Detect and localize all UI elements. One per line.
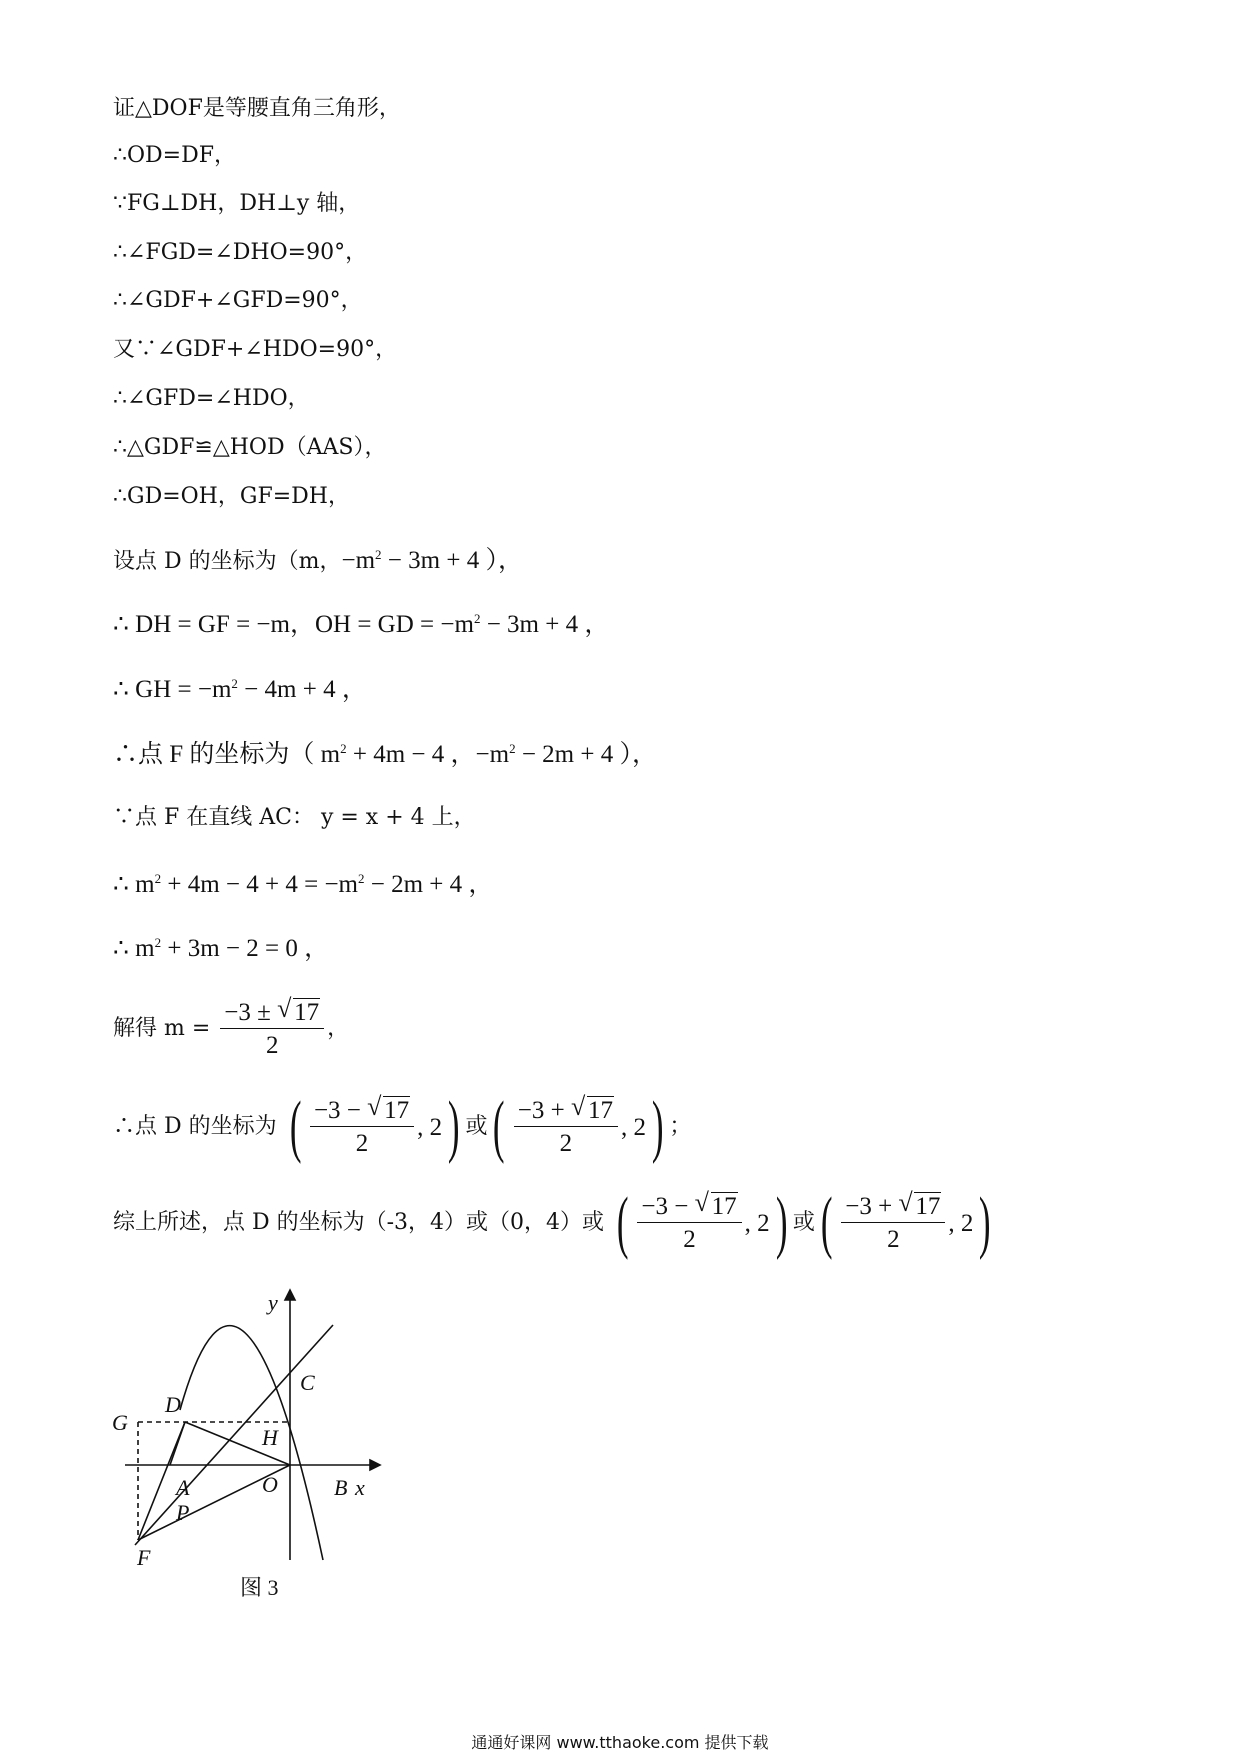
- label-D: D: [165, 1392, 181, 1417]
- label-F: F: [137, 1545, 151, 1570]
- footer-text: 通通好课网 www.tthaoke.com 提供下载: [471, 1733, 769, 1752]
- text-line-17: 解得 m = −3 ± √ 17 2 ，: [113, 994, 350, 1059]
- coordinate-3: ( −3 − √ 17 2 , 2 ): [616, 1184, 788, 1261]
- geometry-figure: [110, 1285, 390, 1615]
- text-line-5: ∴∠GDF+∠GFD=90°，: [113, 288, 363, 313]
- y-axis-arrow: [285, 1290, 295, 1300]
- m-fraction: −3 ± √ 17 2: [220, 1000, 324, 1058]
- text-line-10: 设点 D 的坐标为（m，$-m^2 - 3m + 4$ ），: [113, 547, 523, 574]
- label-A: A: [176, 1475, 190, 1500]
- coordinate-4: ( −3 + √ 17 2 , 2 ): [820, 1184, 991, 1261]
- text-line-3: ∵FG⊥DH，DH⊥y 轴，: [113, 191, 361, 216]
- text-line-15: ∴ $m^2 + 4m - 4 + 4 = -m^2 - 2m + 4$ ，: [113, 871, 494, 898]
- label-C: C: [300, 1370, 315, 1395]
- text-line-6: 又∵∠GDF+∠HDO=90°，: [113, 337, 398, 362]
- text-line-4: ∴∠FGD=∠DHO=90°，: [113, 240, 368, 265]
- text-line-18: ∴点 D 的坐标为 ( −3 − √ 17 2 , 2 ) 或 ( −3 + √ 17 2 , 2 ) ；: [113, 1088, 692, 1165]
- figure-caption: 图 3: [240, 1575, 279, 1600]
- text-line-11: ∴ DH = GF = −m，OH = GD = $-m^2 - 3m + 4$ ，: [113, 611, 610, 638]
- text-line-2: ∴OD=DF，: [113, 143, 237, 168]
- segment-DA: [170, 1422, 185, 1465]
- text-line-16: ∴ $m^2 + 3m - 2 = 0$ ，: [113, 935, 330, 962]
- x-axis-arrow: [370, 1460, 380, 1470]
- label-B: B: [334, 1475, 348, 1500]
- label-H: H: [262, 1425, 278, 1450]
- label-G: G: [112, 1410, 128, 1435]
- text-line-13: ∴点 F 的坐标为（ $m^2 + 4m - 4$ ，$-m^2 - 2m + 4$ ），: [113, 741, 657, 768]
- text-line-9: ∴GD=OH，GF=DH，: [113, 484, 350, 509]
- label-P: P: [176, 1500, 190, 1525]
- text-line-14: ∵点 F 在直线 AC： y = x + 4 上，: [113, 805, 476, 830]
- coordinate-1: ( −3 − √ 17 2 , 2 ): [289, 1088, 460, 1165]
- label-y: y: [268, 1290, 278, 1315]
- label-O: O: [262, 1472, 278, 1497]
- text-line-1: 证△DOF是等腰直角三角形，: [113, 96, 401, 121]
- text-line-19: 综上所述，点 D 的坐标为（-3，4）或（0，4）或 ( −3 − √ 17 2 , 2 ) 或 ( −3 + √ 17 2 , 2 ): [113, 1188, 997, 1258]
- text-line-12: ∴ GH = $-m^2 - 4m + 4$ ，: [113, 676, 367, 703]
- text-line-8: ∴△GDF≌△HOD（AAS），: [113, 435, 387, 460]
- text-line-7: ∴∠GFD=∠HDO，: [113, 386, 310, 411]
- coordinate-2: ( −3 + √ 17 2 , 2 ): [493, 1088, 664, 1165]
- label-x: x: [355, 1475, 365, 1500]
- line-AC: [135, 1325, 333, 1545]
